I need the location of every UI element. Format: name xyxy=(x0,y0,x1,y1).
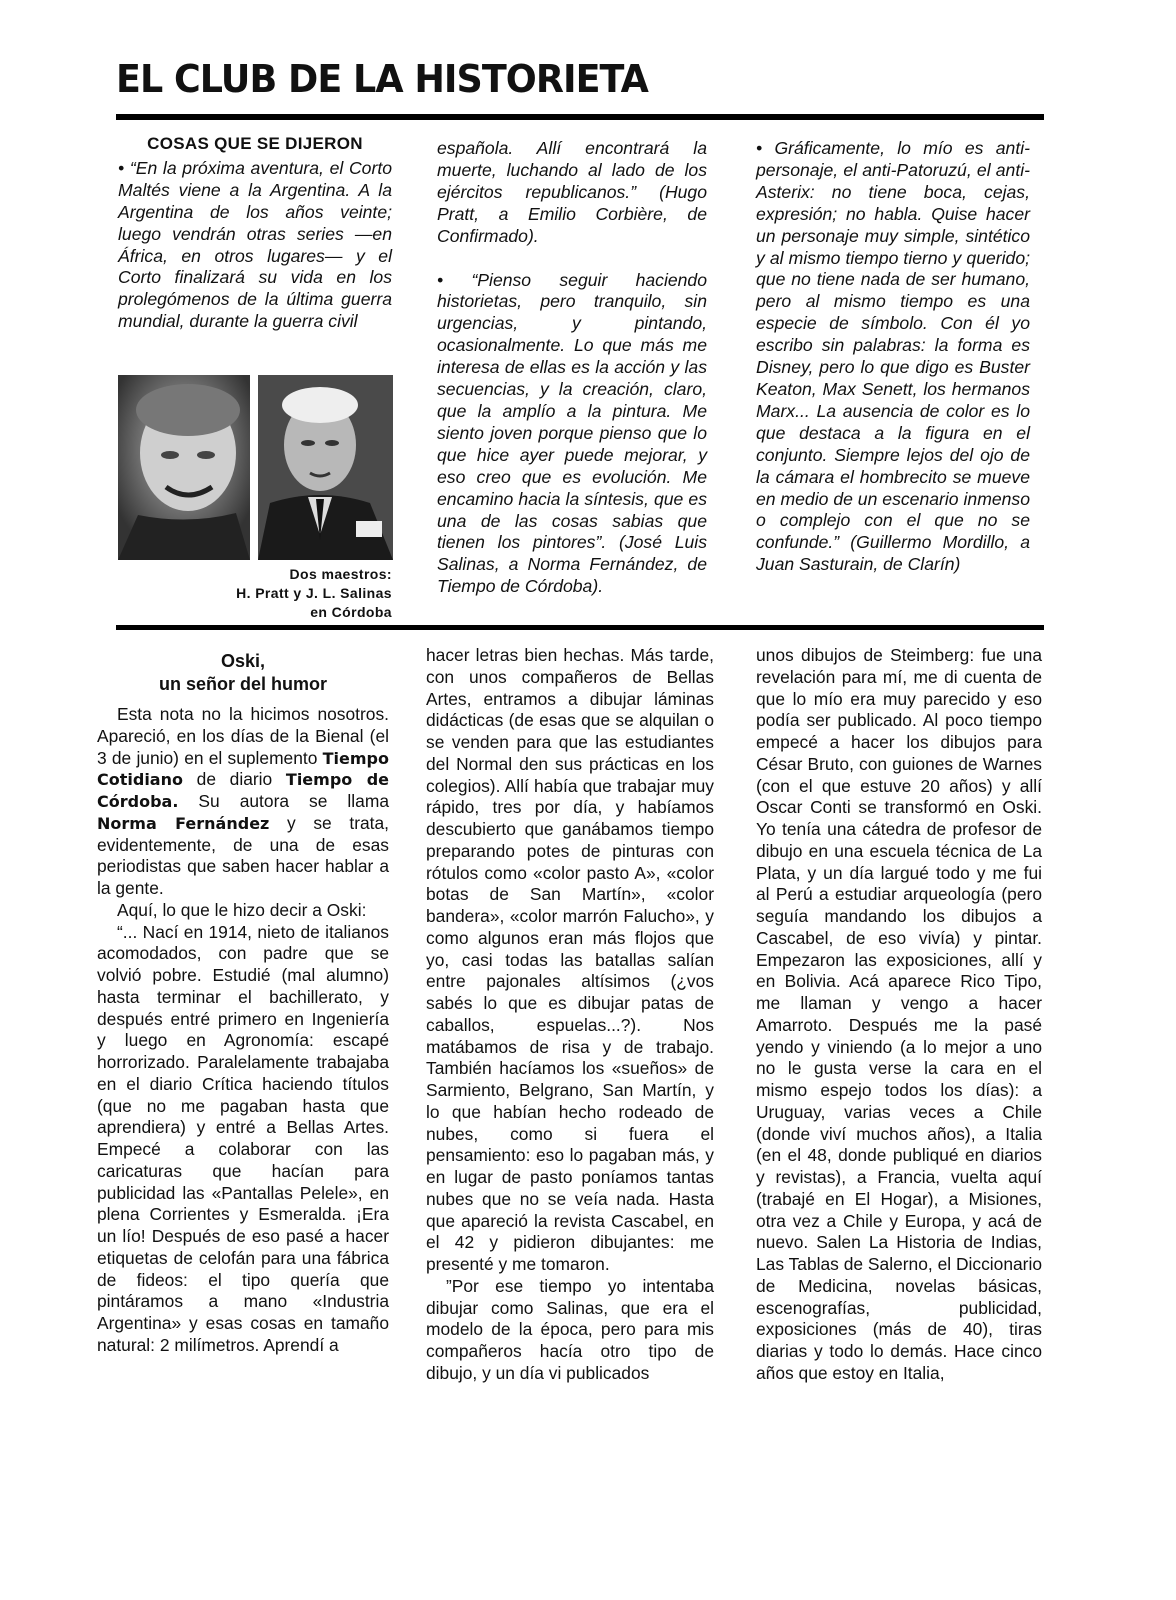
photo-caption xyxy=(150,565,392,622)
oski-column-1 xyxy=(97,650,389,1357)
photo-salinas xyxy=(258,375,393,560)
quote-pratt-end: española. Allí encontrará la muerte, luchando al lado de los ejércitos republicanos.” (Hugo Pratt, a Emilio Corbière, de Confirmado). xyxy=(437,138,707,246)
cosas-column-2 xyxy=(437,138,707,598)
author-name: Norma Fernández xyxy=(97,813,270,833)
oski-column-3 xyxy=(756,645,1042,1385)
oski-quote-end: unos dibujos de Steimberg: fue una revelación para mí, me di cuenta de que lo mío era muy parecido y eso podía ser publicado. Al poco tiempo empecé a hacer los dibujos para César Bruto, con guiones de Warnes (con el que estuve 20 años) y allí Oscar Conti se transformó en Oski. Yo tenía una cátedra de profesor de dibujo en una escuela técnica de La Plata, y un día largué todo y me fui al Perú a estudiar arqueología (pero seguía mandando los dibujos a Cascabel, de eso vivía) y pintar. Empezaron las exposiciones, allí y en Bolivia. Acá aparece Rico Tipo, me llaman y vengo a hacer Amarroto. Después me la pasé yendo y viniendo (a lo mejor a uno no le gusta verse la cara en el mismo espejo todos los días): a Uruguay, varias veces a Chile (donde viví muchos años), a Italia (en el 48, donde publiqué en diarios y revistas), a Francia, vuelta aquí (trabajé en El Hogar), a Misiones, otra vez a Chile y Europa, y acá de nuevo. Salen La Historia de Indias, Las Tablas de Salerno, el Diccionario de Medicina, novelas básicas, escenografías, publicidad, exposiciones (más de 40), tiras diarias y todo lo demás. Hace cinco años que estoy en Italia, xyxy=(756,645,1042,1383)
oski-heading-line-2: un señor del humor xyxy=(158,674,327,694)
newspaper-name: Tiempo de Córdoba. xyxy=(97,770,389,811)
masthead-title: EL CLUB DE LA HISTORIETA xyxy=(116,57,648,101)
oski-intro-text-3: Su autora se llama xyxy=(178,791,389,811)
photo-pratt xyxy=(118,375,250,560)
cosas-column-3 xyxy=(756,138,1030,576)
caption-line-1: Dos maestros: xyxy=(289,566,392,582)
oski-quote-start: “... Nací en 1914, nieto de italianos acomodados, con padre que se volvió pobre. Estudié (mal alumno) hasta terminar el bachillerato, y después entré primero en Ingeniería y luego en Agronomía: escapé horrorizado. Paralelamente trabajaba en el diario Crítica haciendo títulos (que no me pagaban hasta que aprendiera) y entré a Bellas Artes. Empecé a colaborar con las caricaturas que hacían para publicidad las «Pantallas Pelele», en plena Corrientes y Esmeralda. ¡Era un lío! Después de eso pasé a hacer etiquetas de celofán para una fábrica de fideos: el tipo quería que pintáramos a mano «Industria Argentina» y esas cosas en tamaño natural: 2 milímetros. Aprendí a xyxy=(97,921,389,1355)
oski-column-2 xyxy=(426,645,714,1385)
oski-quote-middle: hacer letras bien hechas. Más tarde, con unos compañeros de Bellas Artes, entramos a dibujar láminas didácticas (de esas que se alquilan o se venden para que las estudiantes del Normal den sus prácticas en los colegios). Allí había que trabajar muy rápido, tres por día, y habíamos descubierto que ganábamos tiempo preparando potes de pinturas con rótulos como «color pasto A», «color botas de San Martín», «color bandera», «color marrón Falucho», y como algunos eran más flojos que yo, casi todas las batallas salían entre pajonales altísimos (¿vos sabés lo que es dibujar patas de caballos, espuelas...?). Nos matábamos de risa y de trabajo. También hacíamos los «sueños» de Sarmiento, Belgrano, San Martín, y lo que habían hecho rodeado de nubes, como si fuera el pensamiento: eso lo pagaban más, y en lugar de pasto poníamos tantas nubes que no se veía nada. Hasta que apareció la revista Cascabel, en el 42 y pidieron dibujantes: me presenté y me tomaron. xyxy=(426,645,714,1274)
oski-heading xyxy=(97,650,389,696)
masthead-rule xyxy=(116,114,1044,120)
supplement-name: Tiempo Cotidiano xyxy=(97,748,389,790)
oski-lead: Aquí, lo que le hizo decir a Oski: xyxy=(117,899,367,920)
oski-intro-text: Esta nota no la hicimos nosotros. Apareció, en los días de la Bienal (el 3 de junio) en el suplemento xyxy=(97,704,389,768)
caption-line-3: en Córdoba xyxy=(310,604,392,620)
oski-intro-text-2: de diario xyxy=(182,769,286,790)
cosas-column-1 xyxy=(118,133,392,333)
oski-heading-line-1: Oski, xyxy=(220,651,266,671)
oski-quote-salinas: ”Por ese tiempo yo intentaba dibujar como Salinas, que era el modelo de la época, pero para mis compañeros hacía otro tipo de dibujo, y un día vi publicados xyxy=(426,1275,714,1383)
oski-intro xyxy=(97,704,389,900)
caption-line-2: H. Pratt y J. L. Salinas xyxy=(236,585,392,601)
photos xyxy=(118,375,393,560)
quote-salinas: • “Pienso seguir haciendo historietas, pero tranquilo, sin urgencias, y pintando, ocasionalmente. Lo que más me interesa de ellas es la acción y las secuencias, y la creación, claro, que la amplío a la pintura. Me siento joven porque pienso que lo que hice ayer puede mejorar, y eso creo que es evolución. Me encamino hacia la síntesis, que es una de las cosas sabias que tienen los pintores”. (José Luis Salinas, a Norma Fernández, de Tiempo de Córdoba). xyxy=(437,269,707,597)
section-rule xyxy=(116,625,1044,630)
cosas-heading: COSAS QUE SE DIJERON xyxy=(147,134,363,153)
oski-intro-text-4: y se trata, evidentemente, de una de esas periodistas que saben hacer hablar a la gente. xyxy=(97,812,390,898)
quote-pratt: • “En la próxima aventura, el Corto Maltés viene a la Argentina. A la Argentina de los años veinte; luego vendrán otras series —en África, en otros lugares— y el Corto finalizará su vida en los prolegómenos de la última guerra mundial, durante la guerra civil xyxy=(118,157,392,332)
quote-mordillo: • Gráficamente, lo mío es anti-personaje, el anti-Patoruzú, el anti-Asterix: no tiene boca, cejas, expresión; no habla. Quise hacer un personaje muy simple, sintético y al mismo tiempo tierno y querido; que no tiene nada de ser humano, pero al mismo tiempo es una especie de símbolo. Con él yo escribo sin palabras: la forma es Disney, pero lo que digo es Buster Keaton, Max Senett, los hermanos Marx... La ausencia de color es lo que destaca a la figura en el conjunto. Siempre lejos del ojo de la cámara el hombrecito se mueve en medio de un escenario inmenso o complejo con el que no se confunde.” (Guillermo Mordillo, a Juan Sasturain, de Clarín) xyxy=(756,138,1030,575)
